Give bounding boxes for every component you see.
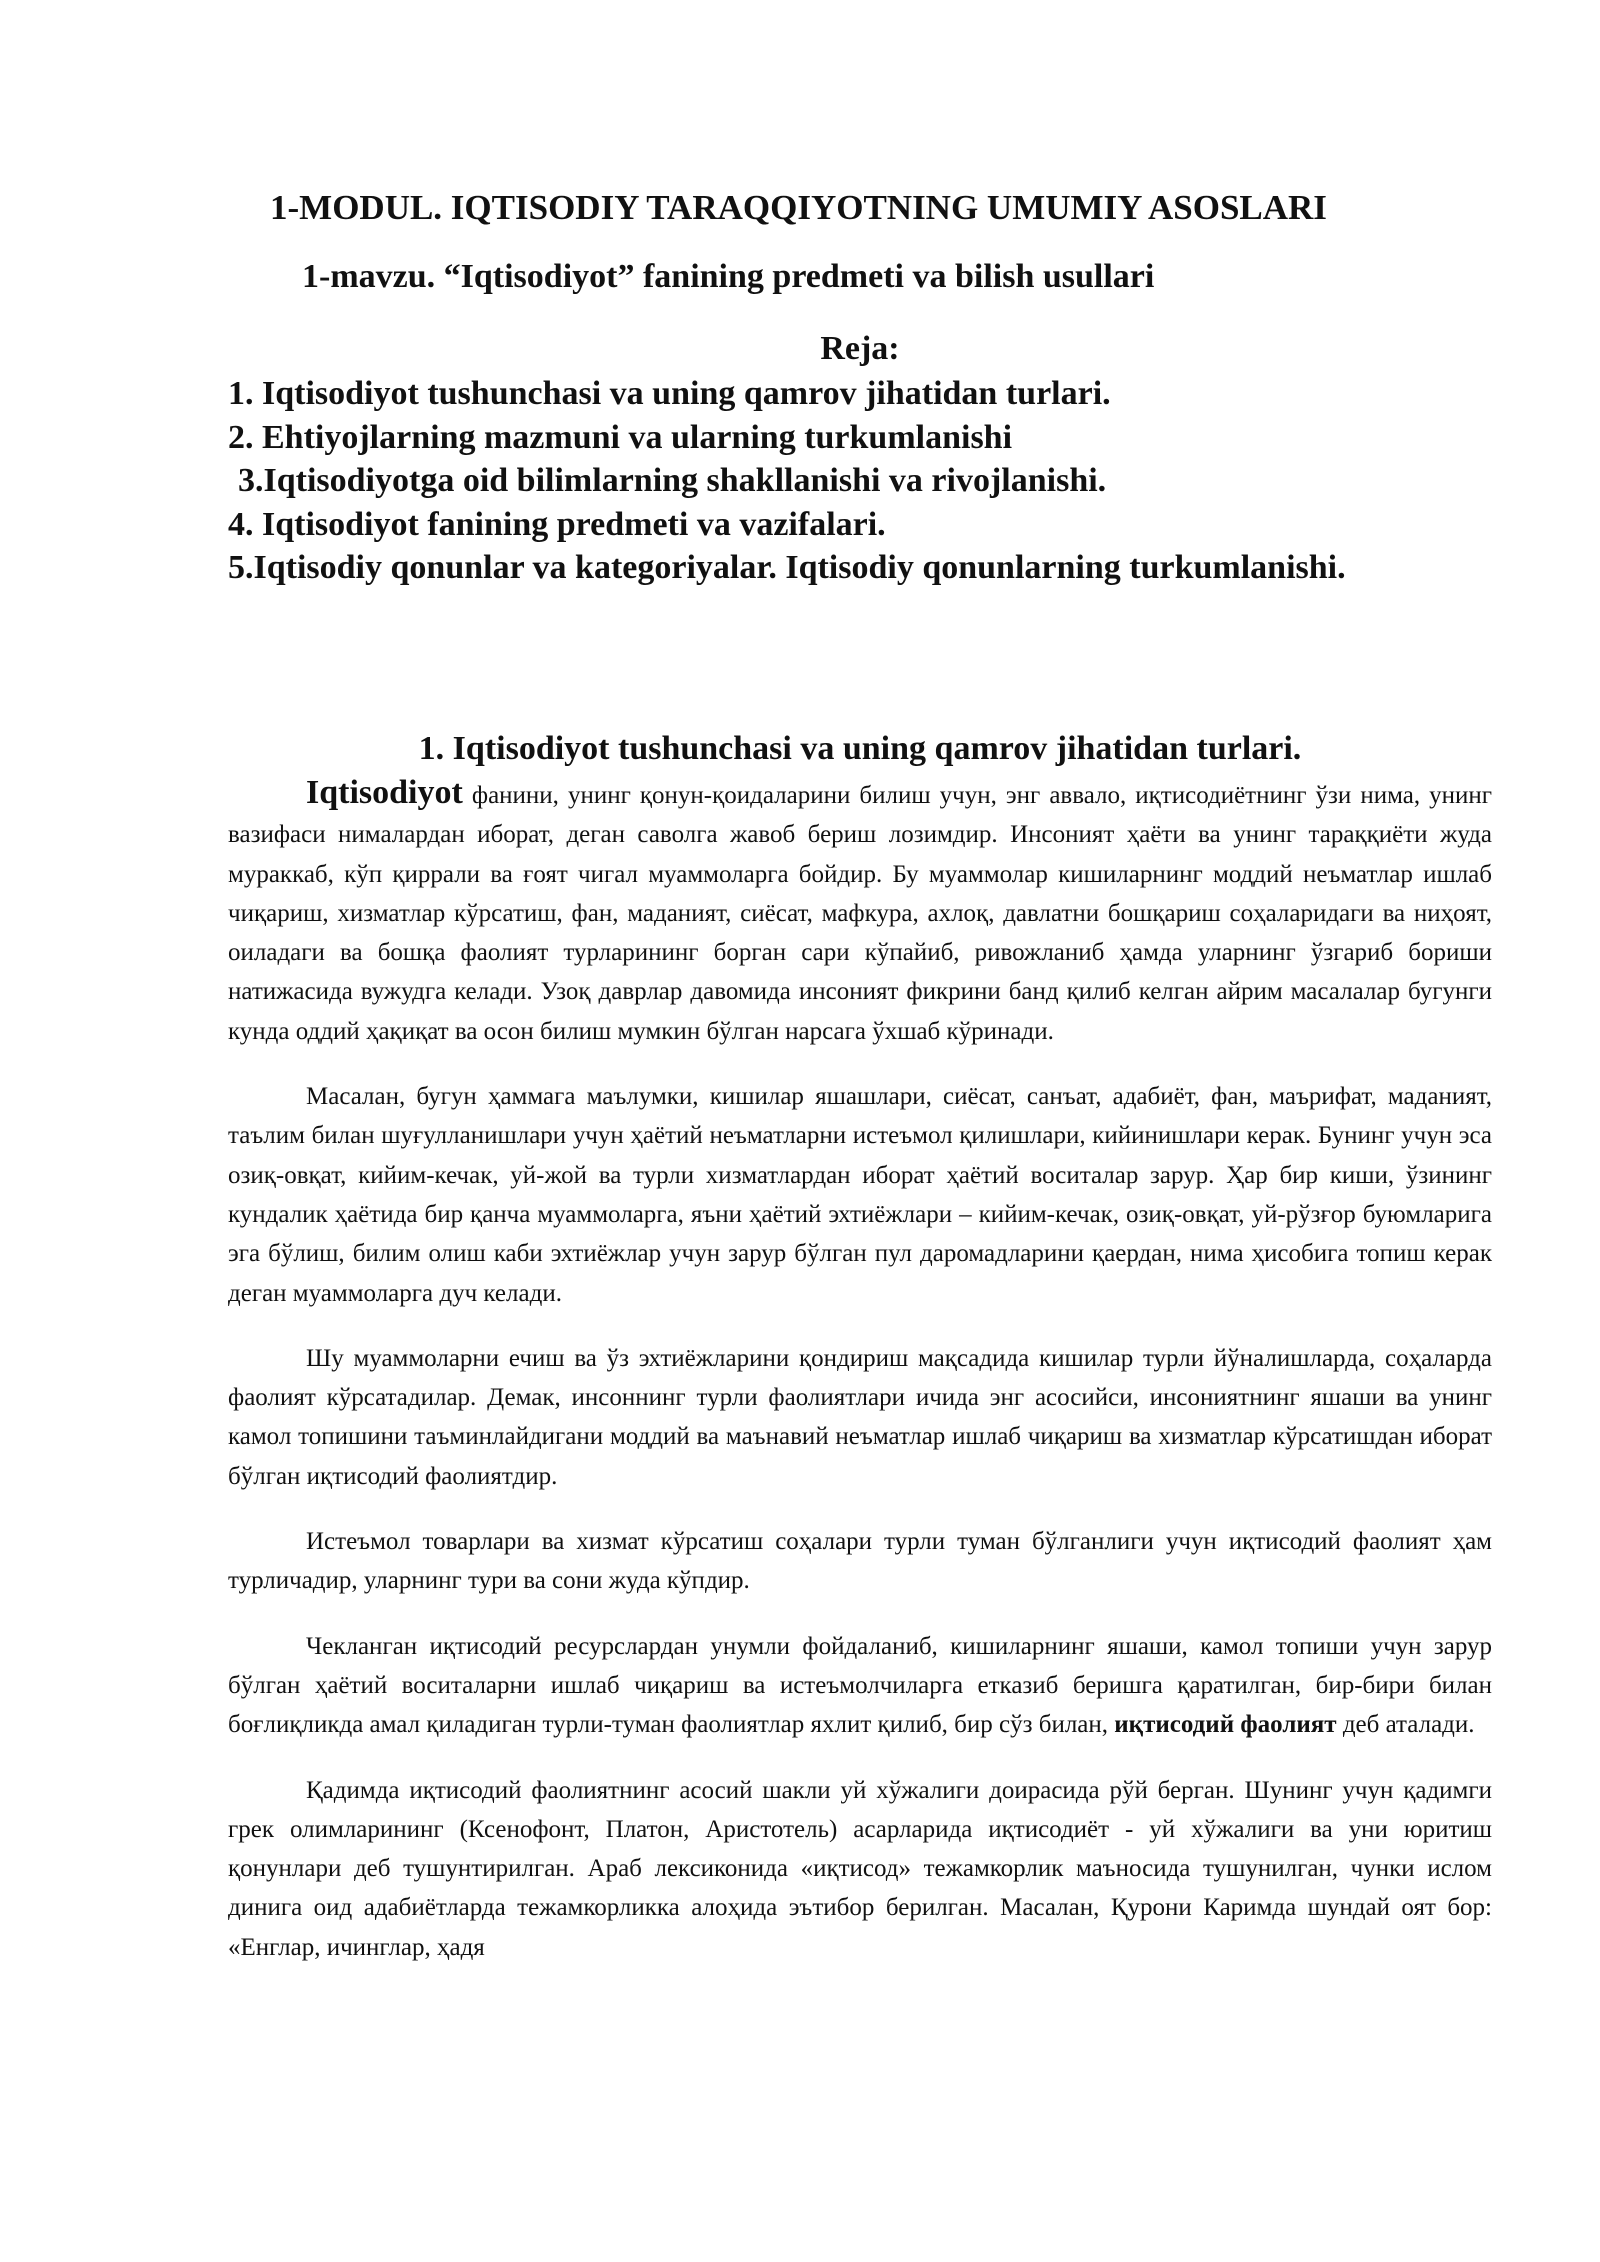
plan-item: 3.Iqtisodiyotga oid bilimlarning shakllanishi va rivojlanishi. <box>238 462 1107 499</box>
bold-term: иқтисодий фаолият <box>1114 1711 1337 1739</box>
paragraph: Қадимда иқтисодий фаолиятнинг асосий шакли уй хўжалиги доирасида рўй берган. Шунинг учун қадимги грек олимларининг (Ксенофонт, Платон, Аристотель) асарларида иқтисодиёт - уй хўжалиги ва уни юритиш қонунлари деб тушунтирилган. Араб лексиконида «иқтисод» тежамкорлик маъносида тушунилган, чунки ислом динига оид адабиётларда тежамкорликка алоҳида эътибор берилган. Масалан, Қурони Каримда шундай оят бор: «Енглар, ичинглар, ҳадя <box>228 1776 1492 1961</box>
topic-title: 1-mavzu. “Iqtisodiyot” fanining predmeti va bilish usullari <box>302 258 1155 295</box>
plan-item: 1. Iqtisodiyot tushunchasi va uning qamrov jihatidan turlari. <box>228 375 1111 412</box>
body-text <box>228 773 1492 1993</box>
paragraph <box>228 773 1492 1051</box>
paragraph: Истеъмол товарлари ва хизмат кўрсатиш соҳалари турли туман бўлганлиги учун иқтисодий фаолият ҳам турличадир, уларнинг тури ва сони жуда кўпдир. <box>228 1528 1492 1595</box>
plan-list <box>228 372 1346 590</box>
lead-word: Iqtisodiyot <box>306 774 463 811</box>
paragraph: Шу муаммоларни ечиш ва ўз эхтиёжларини қондириш мақсадида кишилар турли йўналишларда, соҳаларда фаолият кўрсатадилар. Демак, инсоннинг турли фаолиятлари ичида энг асосийси, инсониятнинг яшаши ва унинг камол топишини таъминлайдигани моддий ва маънавий неъматлар ишлаб чиқариш ва хизматлар кўрсатишдан иборат бўлган иқтисодий фаолиятдир. <box>228 1344 1492 1490</box>
plan-item: 4. Iqtisodiyot fanining predmeti va vazifalari. <box>228 505 886 543</box>
paragraph <box>228 1627 1492 1745</box>
paragraph-text: Чекланган иқтисодий ресурслардан унумли фойдаланиб, кишиларнинг яшаши, камол топиши учун зарур бўлган ҳаётий воситаларни ишлаб чиқариш ва истеъмолчиларга етказиб беришга қаратилган, бир-бири билан боғлиқликда амал қиладиган турли-туман фаолиятлар яхлит қилиб, бир сўз билан, <box>228 1632 1492 1739</box>
plan-item: 5.Iqtisodiy qonunlar va kategoriyalar. Iqtisodiy qonunlarning turkumlanishi. <box>228 549 1346 586</box>
plan-item: 2. Ehtiyojlarning mazmuni va ularning turkumlanishi <box>228 418 1013 456</box>
paragraph: Масалан, бугун ҳаммага маълумки, кишилар яшашлари, сиёсат, санъат, адабиёт, фан, маърифат, маданият, таълим билан шуғулланишлари учун ҳаётий неъматларни истеъмол қилишлари, кийинишлари керак. Бунинг учун эса озиқ-овқат, кийим-кечак, уй-жой ва турли хизматлардан иборат ҳаётий воситалар зарур. Ҳар бир киши, ўзининг кундалик ҳаётида бир қанча муаммоларга, яъни ҳаётий эхтиёжлари – кийим-кечак, озиқ-овқат, уй-рўзғор буюмларига эга бўлиш, билим олиш каби эхтиёжлар учун зарур бўлган пул даромадларини қаердан, нима ҳисобига топиш керак деган муаммоларга дуч келади. <box>228 1083 1492 1307</box>
paragraph-text: фанини, унинг қонун-қоидаларини билиш учун, энг аввало, иқтисодиётнинг ўзи нима, унинг вазифаси нималардан иборат, деган саволга жавоб бериш лозимдир. Инсоният ҳаёти ва унинг тараққиёти жуда мураккаб, кўп қиррали ва ғоят чигал муаммоларга бойдир. Бу муаммолар кишиларнинг моддий неъматлар ишлаб чиқариш, хизматлар кўрсатиш, фан, маданият, сиёсат, мафкура, ахлоқ, давлатни бошқариш соҳаларидаги ва ниҳоят, оиладаги ва бошқа фаолият турларининг борган сари кўпайиб, ривожланиб ҳамда уларнинг ўзгариб бориши натижасида вужудга келади. Узоқ даврлар давомида инсоният фикрини банд қилиб келган айрим масалалар бугунги кунда оддий ҳақиқат ва осон билиш мумкин бўлган нарсага ўхшаб кўринади. <box>228 782 1492 1045</box>
plan-heading: Reja: <box>820 330 900 367</box>
paragraph-text: деб аталади. <box>1336 1711 1475 1739</box>
module-title: 1-MODUL. IQTISODIY TARAQQIYOTNING UMUMIY ASOSLARI <box>270 188 1327 227</box>
section-title: 1. Iqtisodiyot tushunchasi va uning qamrov jihatidan turlari. <box>418 730 1302 767</box>
